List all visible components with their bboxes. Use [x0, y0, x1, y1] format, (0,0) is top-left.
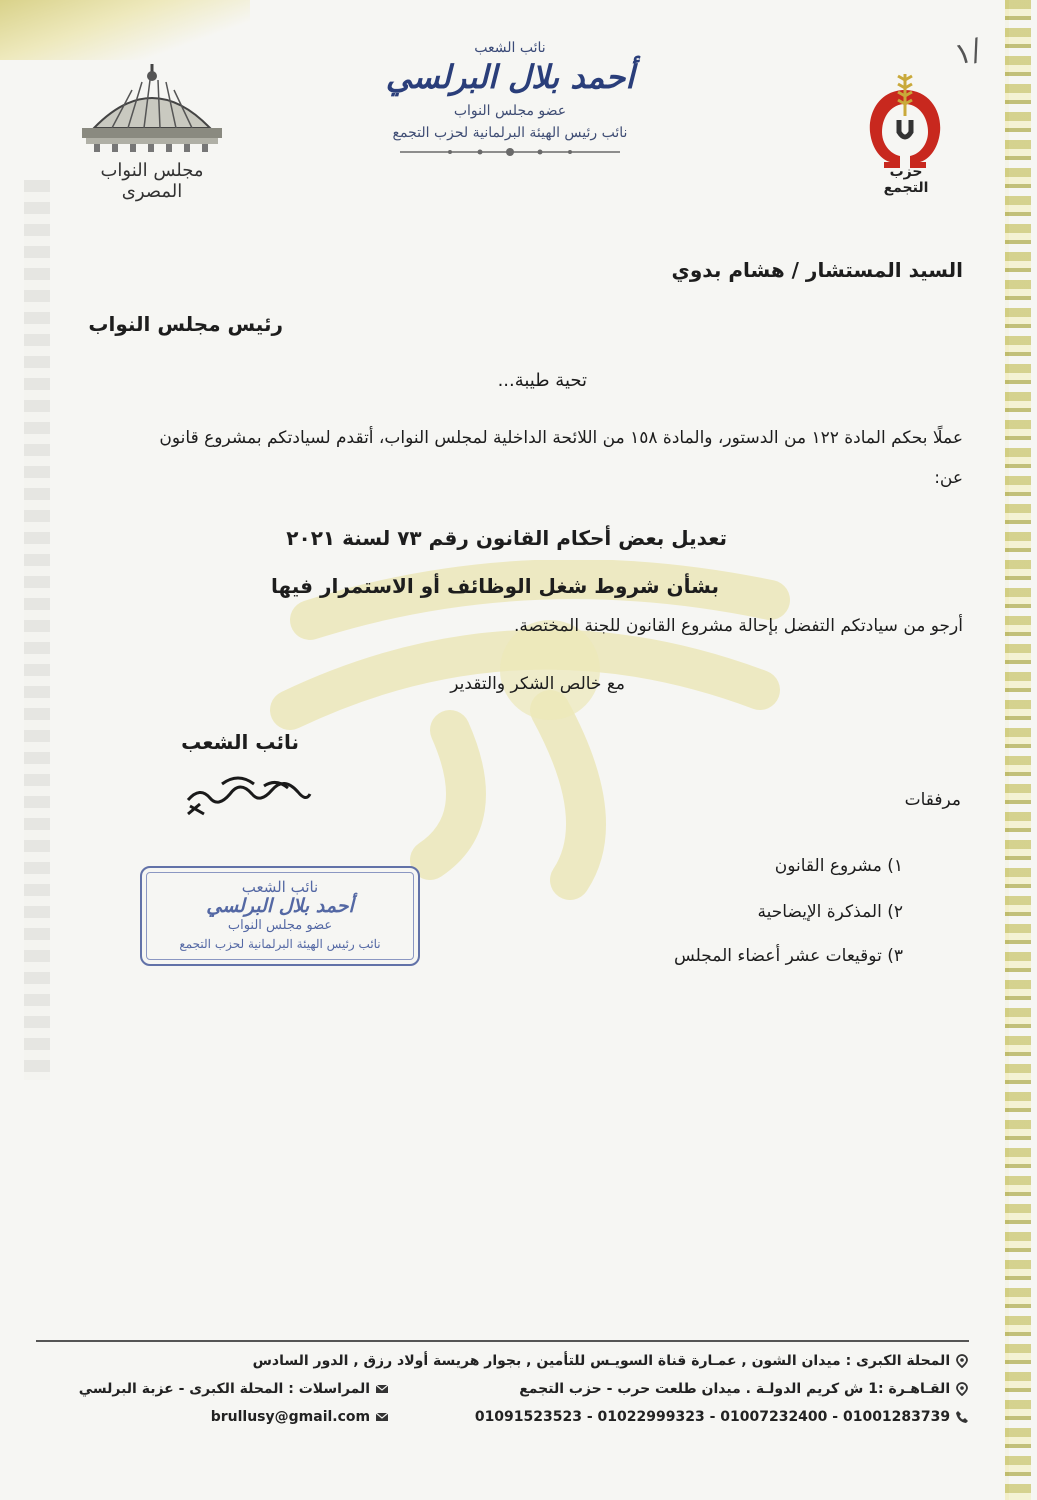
deputy-title: نائب الشعب: [474, 40, 546, 56]
page-mark: ١/: [950, 32, 986, 73]
footer-row: [211, 1409, 389, 1425]
handwritten-signature-icon: [180, 764, 320, 824]
mailing-address: المراسلات : المحلة الكبرى - عزبة البرلسي: [78, 1381, 371, 1397]
email-address: brullusy@gmail.com: [210, 1409, 371, 1425]
stamp-line: أحمد بلال البرلسي: [206, 895, 354, 917]
official-stamp: [140, 866, 420, 966]
stamp-line: نائب الشعب: [241, 878, 319, 896]
address-mahalla: المحلة الكبرى : ميدان الشون , عمـارة قناة السويـس للتأمين , بجوار هريسة أولاد رزق , الدور السادس: [252, 1353, 951, 1369]
attachment-item: ١) مشروع القانون: [774, 856, 903, 876]
stamp-line: عضو مجلس النواب: [227, 918, 333, 933]
parliament-label: مجلس النواب المصرى: [100, 160, 204, 202]
decorative-corner: [0, 0, 250, 60]
attachment-item: ٢) المذكرة الإيضاحية: [757, 902, 903, 922]
footer-divider: [36, 1340, 969, 1342]
eye-of-horus-watermark-icon: [250, 560, 810, 900]
phone-numbers: 01091523523 - 01022999323 - 01007232400 - 01001283739: [474, 1409, 951, 1425]
subject-line-2: بشأن شروط شغل الوظائف أو الاستمرار فيها: [271, 574, 719, 598]
stamp-line: نائب رئيس الهيئة البرلمانية لحزب التجمع: [179, 937, 381, 951]
body-line-2: عن:: [934, 468, 963, 488]
deputy-role: نائب رئيس الهيئة البرلمانية لحزب التجمع: [392, 125, 628, 141]
decorative-border-stripe: [1005, 0, 1031, 1500]
signature-title: نائب الشعب: [181, 730, 299, 754]
attachments-label: مرفقات: [904, 790, 961, 810]
show-through-strip: [24, 180, 50, 1080]
phone-icon: [955, 1410, 969, 1424]
location-pin-icon: [955, 1382, 969, 1396]
addressee: السيد المستشار / هشام بدوي: [671, 258, 963, 282]
request: أرجو من سيادتكم التفضل بإحالة مشروع القانون للجنة المختصة.: [513, 616, 963, 636]
subject-line-1: تعديل بعض أحكام القانون رقم ٧٣ لسنة ٢٠٢١: [286, 526, 727, 550]
location-pin-icon: [955, 1354, 969, 1368]
greeting: تحية طيبة...: [497, 370, 587, 391]
body-line-1: عملًا بحكم المادة ١٢٢ من الدستور، والمادة ١٥٨ من اللائحة الداخلية لمجلس النواب، أتقدم لسيادتكم بمشروع قانون: [159, 428, 963, 448]
envelope-icon: [375, 1382, 389, 1396]
deputy-name: أحمد بلال البرلسي: [385, 58, 635, 96]
attachment-item: ٣) توقيعات عشر أعضاء المجلس: [673, 946, 903, 966]
footer-row: [253, 1353, 969, 1369]
letterhead: [380, 40, 640, 163]
ornament-divider-icon: [390, 145, 630, 159]
party-label: حزب التجمع: [883, 164, 929, 196]
addressee-title: رئيس مجلس النواب: [88, 312, 283, 336]
member-line: عضو مجلس النواب: [453, 103, 567, 119]
address-cairo: القـاهـرة :1 ش كريم الدولـة . ميدان طلعت حرب - حزب التجمع: [519, 1381, 951, 1397]
footer-row: [79, 1381, 389, 1397]
closing: مع خالص الشكر والتقدير: [450, 674, 625, 694]
footer-row: [519, 1381, 969, 1397]
footer-row: [475, 1409, 969, 1425]
envelope-icon: [375, 1410, 389, 1424]
